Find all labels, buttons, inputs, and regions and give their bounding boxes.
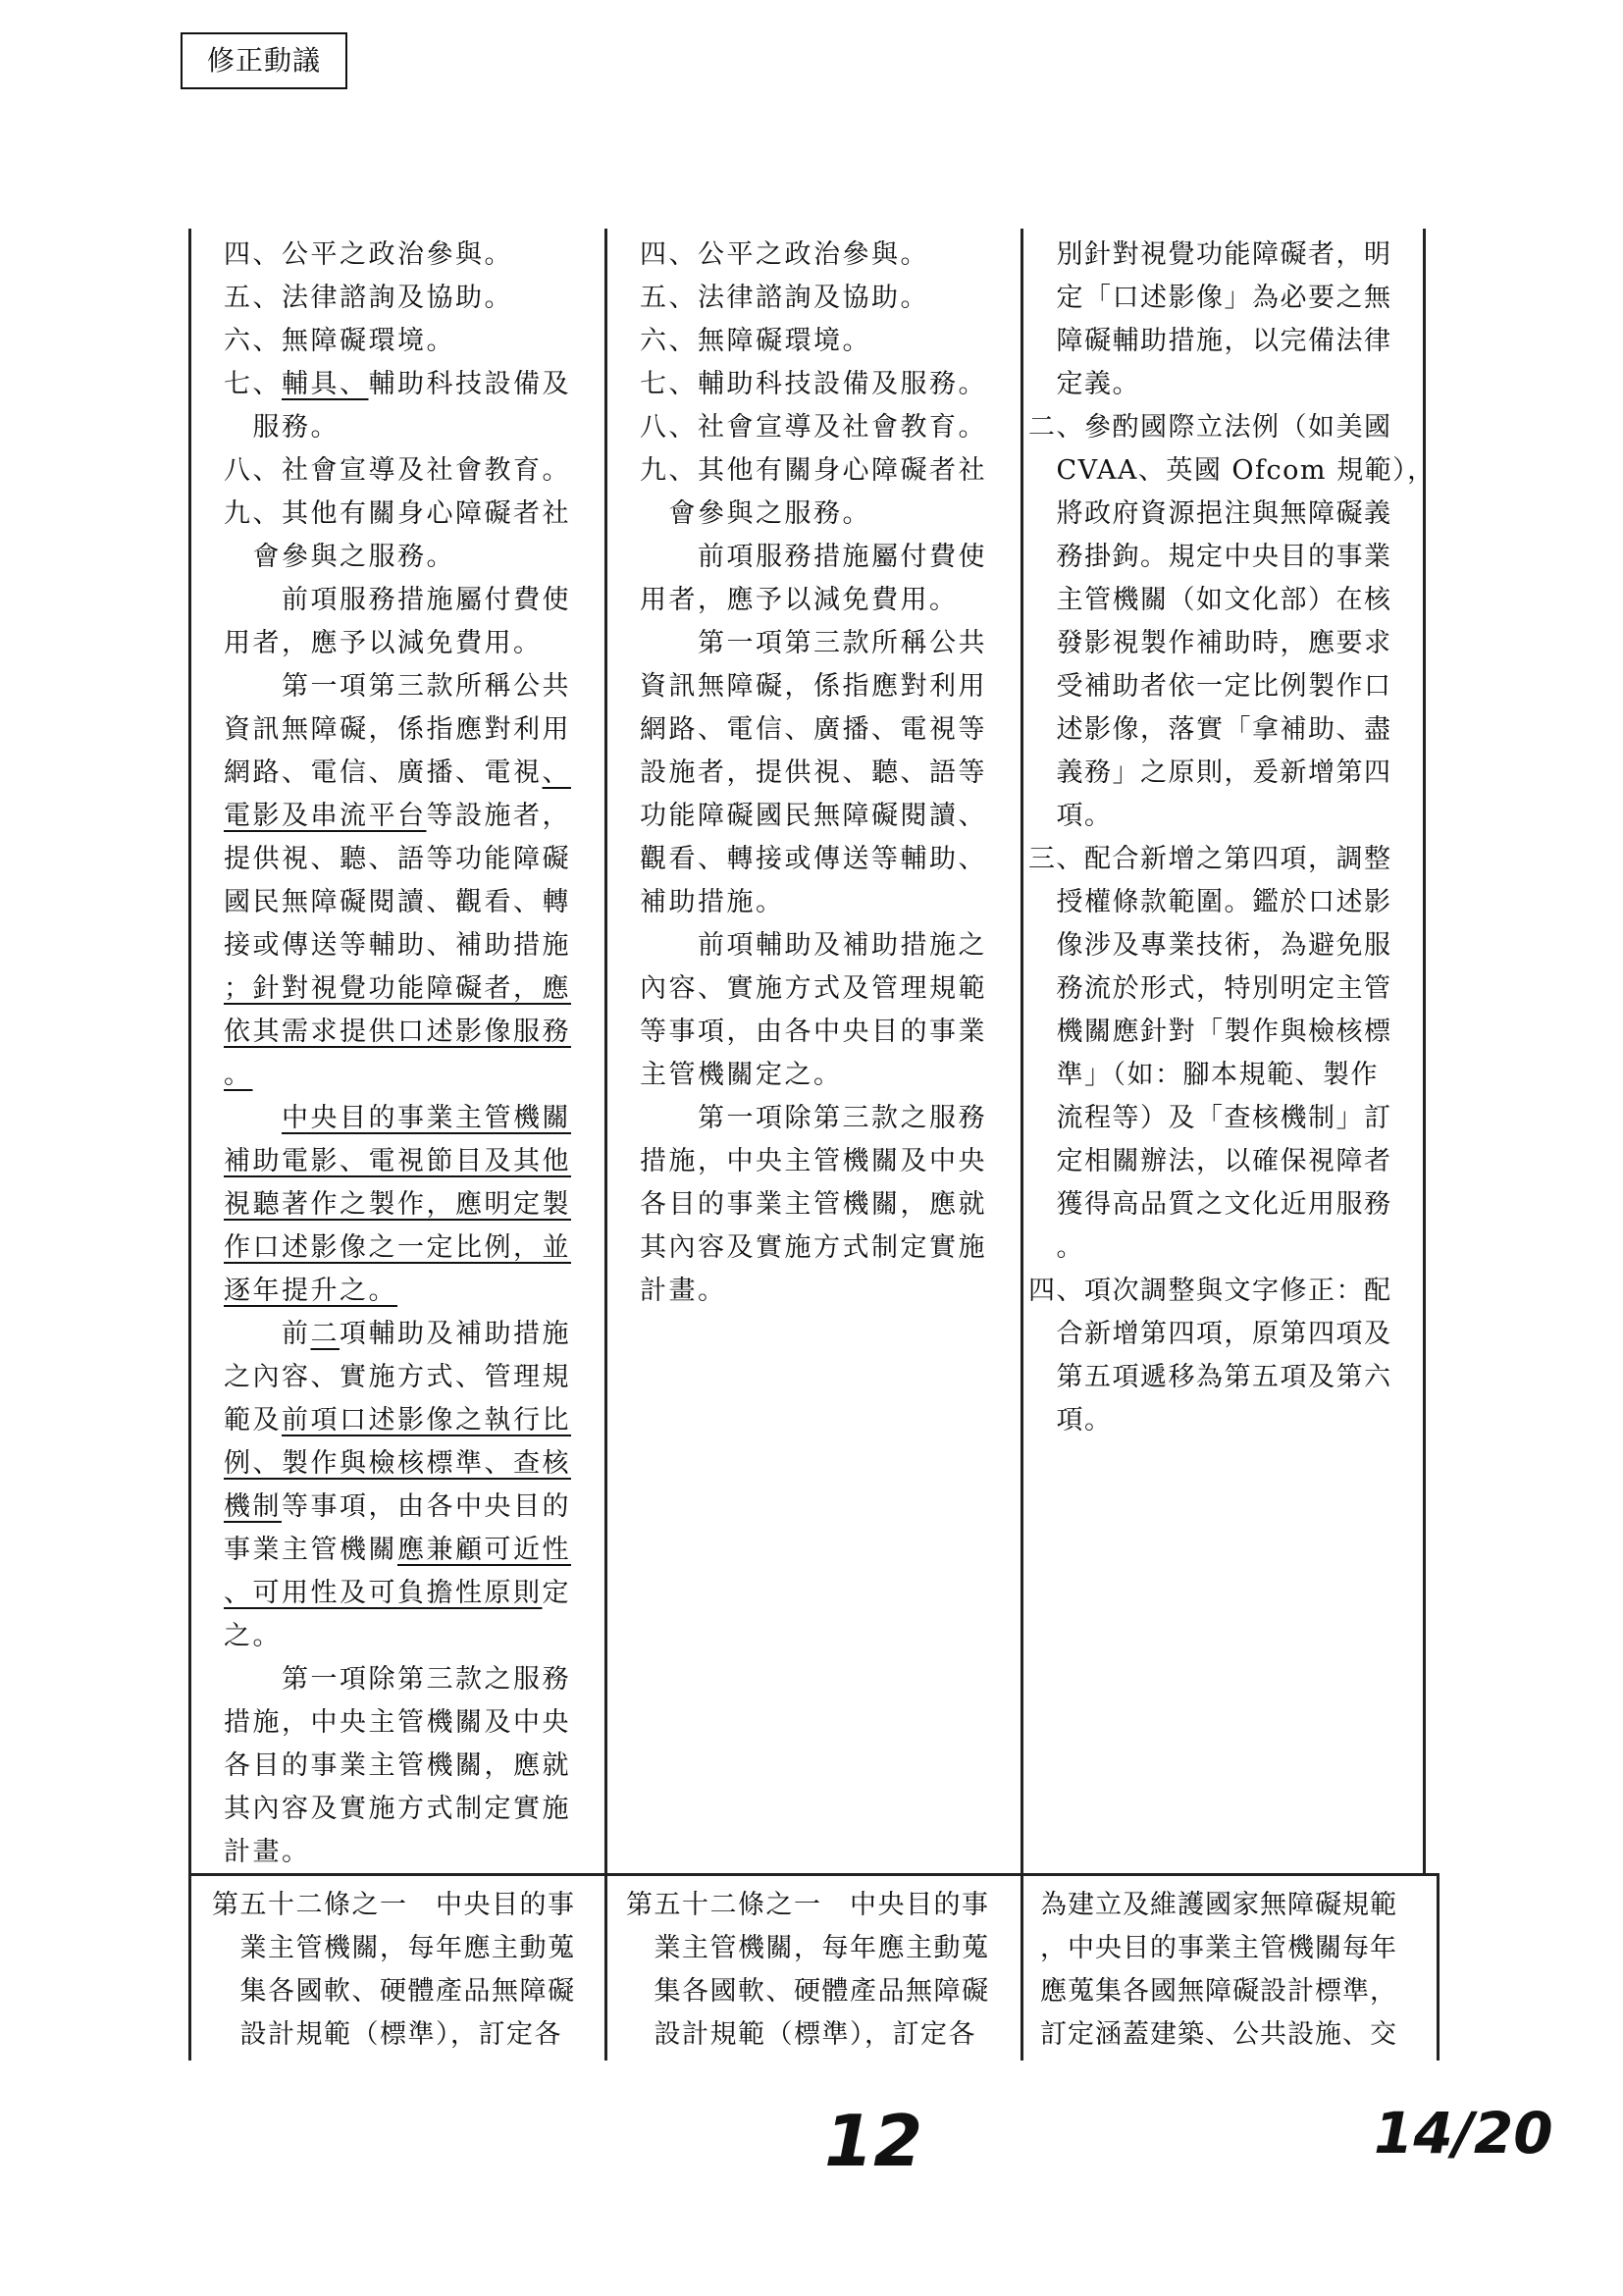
text-line [224,1831,571,1874]
text-line [640,363,987,406]
amended-text-underline: 依其需求提供口述影像服務 [224,1017,571,1047]
amended-text-underline: 作口述影像之一定比例，並 [224,1232,571,1263]
text-line [224,967,571,1011]
text-segment: 第一項第三款所稱公共 [224,671,571,702]
text-segment: 第一項除第三款之服務 [224,1664,571,1695]
text-line [212,1884,576,1927]
text-segment: 第五項遞移為第五項及第六 [1028,1362,1392,1392]
text-segment: 措施，中央主管機關及中央 [640,1146,987,1176]
text-segment: 前 [224,1319,311,1349]
text-line [224,1701,571,1745]
text-segment: 接或傳送等輔助、補助措施 [224,930,571,961]
text-segment: 述影像，落實「拿補助、盡 [1028,714,1392,745]
text-line [626,1970,990,2013]
text-line [224,1011,571,1054]
amendment-motion-label: 修正動議 [181,32,347,89]
text-line [640,1054,987,1097]
text-segment: 提供視、聽、語等功能障礙 [224,844,571,874]
text-segment: 各目的事業主管機關，應就 [224,1750,571,1781]
text-segment: 流程等）及「查核機制」訂 [1028,1103,1392,1133]
text-segment: 計畫。 [224,1837,311,1867]
text-line [640,579,987,622]
text-line [640,406,987,449]
text-line [224,1054,571,1097]
text-segment: 像涉及專業技術，為避免服 [1028,930,1392,961]
sheet-count: 14/20 [1374,2100,1553,2166]
text-segment: 主管機關定之。 [640,1060,843,1090]
text-line [1028,320,1436,363]
text-segment: ，中央目的事業主管機關每年 [1040,1933,1397,1963]
text-line [212,1970,576,2013]
text-segment: 六、無障礙環境。 [640,326,871,356]
text-segment: 定相關辦法，以確保視障者 [1028,1146,1392,1176]
column-divider-2 [1021,229,1023,2061]
text-segment: 資訊無障礙，係指應對利用 [640,671,987,702]
text-segment: 第五十二條之一 中央目的事 [212,1890,576,1920]
text-line [224,1745,571,1788]
row2-explanation [1040,1884,1397,2057]
text-segment: 業主管機關，每年應主動蒐 [212,1933,576,1963]
text-segment: 獲得高品質之文化近用服務 [1028,1189,1392,1220]
text-segment: 業主管機關，每年應主動蒐 [626,1933,990,1963]
text-segment: 三、配合新增之第四項，調整 [1028,844,1392,874]
table-border-right-row2 [1437,1874,1440,2061]
amended-text-underline: 、 [542,757,571,788]
text-segment: 網路、電信、廣播、電視等 [640,714,987,745]
text-line [640,1097,987,1140]
text-segment: 定 [542,1578,571,1608]
text-segment: 訂定涵蓋建築、公共設施、交 [1040,2019,1397,2050]
text-line [224,1442,571,1486]
amended-text-underline: ；針對視覺功能障礙者，應 [224,973,571,1004]
text-line [1040,1884,1397,1927]
text-segment: 定義。 [1028,369,1140,399]
amended-text-underline: 。 [224,1060,253,1090]
text-segment: 項輔助及補助措施 [340,1319,571,1349]
text-segment: 合新增第四項，原第四項及 [1028,1319,1392,1349]
text-segment: 項。 [1028,1405,1113,1435]
text-segment: 用者，應予以減免費用。 [640,585,959,615]
text-line [1028,277,1436,320]
text-line [224,752,571,795]
text-line [1028,1399,1436,1442]
text-line [224,1788,571,1831]
text-line [640,752,987,795]
text-line [1028,838,1436,881]
text-segment: 事業主管機關 [224,1535,397,1565]
text-line [1028,795,1436,838]
text-segment: 六、無障礙環境。 [224,326,455,356]
text-line [224,1313,571,1356]
amended-text-underline: 、可用性及可負擔性原則 [224,1578,543,1608]
text-segment: 障礙輔助措施，以完備法律 [1028,326,1392,356]
text-segment: 第五十二條之一 中央目的事 [626,1890,990,1920]
text-segment: 九、其他有關身心障礙者社 [224,498,571,529]
text-segment: 定「口述影像」為必要之無 [1028,283,1392,313]
text-line [224,1183,571,1226]
column-divider-1 [604,229,607,2061]
text-line [1040,1927,1397,1970]
text-line [1028,665,1436,708]
text-segment: 受補助者依一定比例製作口 [1028,671,1392,702]
text-segment: 二、參酌國際立法例（如美國 [1028,412,1392,443]
text-line [224,1486,571,1529]
row2-amended-text [212,1884,576,2057]
text-line [640,1140,987,1183]
text-line [224,708,571,752]
text-line [224,1226,571,1270]
text-line [1028,406,1436,449]
text-line [640,924,987,967]
text-segment: 八、社會宣導及社會教育。 [224,455,571,486]
text-segment: 服務。 [224,412,340,443]
text-line [224,363,571,406]
text-segment: 義務」之原則，爰新增第四 [1028,757,1392,788]
text-line [626,2013,990,2057]
table-border-left [188,229,191,2061]
text-segment: 前項輔助及補助措施之 [640,930,987,961]
text-line [224,1399,571,1442]
amended-text-underline: 電影及串流平台 [224,801,427,831]
text-segment: 網路、電信、廣播、電視 [224,757,543,788]
amended-text-underline: 例、製作與檢核標準、查核 [224,1448,571,1479]
text-segment: 輔助科技設備及 [368,369,571,399]
text-segment: 七、 [224,369,282,399]
text-line [640,493,987,536]
row1-amended-text [224,234,571,1874]
text-line [1040,2013,1397,2057]
text-line [224,665,571,708]
text-segment: 會參與之服務。 [640,498,871,529]
text-line [224,924,571,967]
text-segment: 應蒐集各國無障礙設計標準， [1040,1976,1397,2007]
amended-text-underline: 機制 [224,1491,282,1522]
text-line [224,1270,571,1313]
text-segment: 四、公平之政治參與。 [640,239,929,270]
text-line [224,579,571,622]
text-line [1028,1097,1436,1140]
text-segment: 設施者，提供視、聽、語等 [640,757,987,788]
text-line [1028,234,1436,277]
text-line [1028,708,1436,752]
text-line [224,622,571,665]
text-line [1028,579,1436,622]
text-line [1028,752,1436,795]
row2-original-text [626,1884,990,2057]
text-line [224,536,571,579]
text-segment: 觀看、轉接或傳送等輔助、 [640,844,987,874]
text-segment: 等設施者， [426,801,571,831]
text-line [640,967,987,1011]
amended-text-underline: 輔具、 [282,369,369,399]
text-segment: 補助措施。 [640,887,785,917]
text-segment: 主管機關（如文化部）在核 [1028,585,1392,615]
text-segment: 五、法律諮詢及協助。 [224,283,513,313]
text-line [1028,536,1436,579]
text-line [1028,493,1436,536]
text-segment: 其內容及實施方式制定實施 [640,1232,987,1263]
text-line [640,622,987,665]
amended-text-underline: 補助電影、電視節目及其他 [224,1146,571,1176]
text-segment: 務流於形式，特別明定主管 [1028,973,1392,1004]
text-segment: 設計規範（標準），訂定各 [212,2019,562,2050]
text-line [212,2013,576,2057]
amended-text-underline: 二 [310,1319,340,1349]
text-segment: 之。 [224,1621,282,1651]
text-segment: CVAA、英國 Ofcom 規範）， [1028,455,1436,486]
text-line [224,1140,571,1183]
text-segment: 前項服務措施屬付費使 [640,542,987,572]
text-segment: 五、法律諮詢及協助。 [640,283,929,313]
text-line [640,234,987,277]
text-segment: 第一項除第三款之服務 [640,1103,987,1133]
text-line [640,838,987,881]
text-segment: 設計規範（標準），訂定各 [626,2019,976,2050]
text-segment: 用者，應予以減免費用。 [224,628,543,658]
text-segment: 將政府資源挹注與無障礙義 [1028,498,1392,529]
text-line [640,1011,987,1054]
amended-text-underline: 視聽著作之製作，應明定製 [224,1189,571,1220]
text-line [224,795,571,838]
text-line [1028,1313,1436,1356]
text-segment: 務掛鉤。規定中央目的事業 [1028,542,1392,572]
text-line [224,1615,571,1658]
text-line [1028,924,1436,967]
text-segment: 第一項第三款所稱公共 [640,628,987,658]
text-line [1028,1054,1436,1097]
text-segment: 項。 [1028,801,1113,831]
text-segment: 發影視製作補助時，應要求 [1028,628,1392,658]
text-line [1028,967,1436,1011]
amended-text-underline: 中央目的事業主管機關 [282,1103,571,1133]
text-line [224,838,571,881]
text-line [1028,363,1436,406]
text-segment: 其內容及實施方式制定實施 [224,1794,571,1824]
amended-text-underline: 應兼顧可近性 [397,1535,571,1565]
text-line [224,493,571,536]
text-segment: 措施，中央主管機關及中央 [224,1707,571,1738]
text-segment: 各目的事業主管機關，應就 [640,1189,987,1220]
text-line [224,1572,571,1615]
text-segment: 計畫。 [640,1276,727,1306]
text-segment: 等事項，由各中央目的事業 [640,1017,987,1047]
text-line [1028,1183,1436,1226]
text-segment: 四、項次調整與文字修正：配 [1028,1276,1392,1306]
text-segment: 資訊無障礙，係指應對利用 [224,714,571,745]
text-segment: 前項服務措施屬付費使 [224,585,571,615]
text-segment: 集各國軟、硬體產品無障礙 [212,1976,576,2007]
text-line [224,449,571,493]
text-line [1028,1356,1436,1399]
text-segment [224,1103,282,1133]
text-segment: 之內容、實施方式、管理規 [224,1362,571,1392]
text-line [224,234,571,277]
text-segment: 八、社會宣導及社會教育。 [640,412,987,443]
text-segment: 功能障礙國民無障礙閱讀、 [640,801,987,831]
text-line [224,277,571,320]
text-line [640,1270,987,1313]
text-line [1028,881,1436,924]
text-segment: 別針對視覺功能障礙者，明 [1028,239,1392,270]
text-line [640,1226,987,1270]
text-line [640,881,987,924]
text-segment: 準」（如：腳本規範、製作 [1028,1060,1379,1090]
text-line [224,1658,571,1701]
text-line [640,277,987,320]
text-line [626,1884,990,1927]
text-segment: 國民無障礙閱讀、觀看、轉 [224,887,571,917]
row1-explanation [1028,234,1436,1442]
text-segment: 範及 [224,1405,282,1435]
text-segment: 。 [1028,1232,1084,1263]
text-line [224,1356,571,1399]
text-line [224,320,571,363]
text-line [1028,1140,1436,1183]
text-line [640,320,987,363]
text-line [224,881,571,924]
text-line [640,449,987,493]
text-line [224,406,571,449]
text-segment: 授權條款範圍。鑑於口述影 [1028,887,1392,917]
amended-text-underline: 逐年提升之。 [224,1276,397,1306]
text-segment: 四、公平之政治參與。 [224,239,513,270]
page-number: 12 [824,2100,923,2182]
text-segment: 為建立及維護國家無障礙規範 [1040,1890,1397,1920]
text-line [1028,1226,1436,1270]
row1-original-text [640,234,987,1313]
text-line [1028,622,1436,665]
text-segment: 機關應針對「製作與檢核標 [1028,1017,1392,1047]
amended-text-underline: 前項口述影像之執行比 [282,1405,571,1435]
text-line [640,665,987,708]
text-segment: 九、其他有關身心障礙者社 [640,455,987,486]
text-segment: 會參與之服務。 [224,542,455,572]
text-line [640,708,987,752]
text-line [1028,1270,1436,1313]
text-line [224,1529,571,1572]
text-line [640,536,987,579]
text-line [212,1927,576,1970]
text-segment: 集各國軟、硬體產品無障礙 [626,1976,990,2007]
text-line [1028,1011,1436,1054]
text-line [640,795,987,838]
text-line [626,1927,990,1970]
text-segment: 等事項，由各中央目的 [282,1491,571,1522]
text-line [640,1183,987,1226]
text-segment: 內容、實施方式及管理規範 [640,973,987,1004]
text-line [1040,1970,1397,2013]
text-segment: 七、輔助科技設備及服務。 [640,369,987,399]
text-line [1028,449,1436,493]
text-line [224,1097,571,1140]
